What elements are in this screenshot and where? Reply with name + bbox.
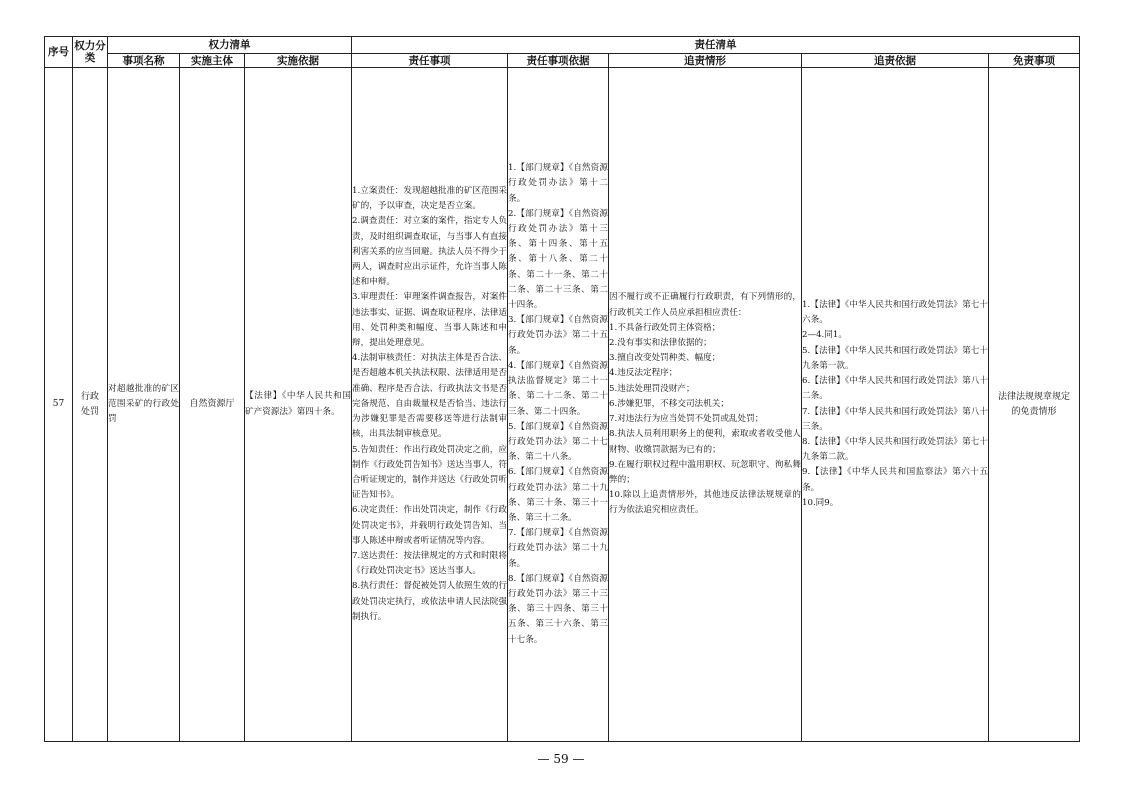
accountability-basis-item: 8.【法律】《中华人民共和国行政处罚法》第七十九条第二款。 — [802, 436, 989, 463]
accountability-item: 5.违法处理罚没财产； — [609, 383, 695, 394]
responsibility-item: 6.决定责任：作出处罚决定，制作《行政处罚决定书》，并载明行政处罚告知、当事人陈述申辩或者听证情况等内容。 — [352, 505, 508, 546]
responsibility-basis-item: 7.【部门规章】《自然资源行政处罚办法》第二十九条。 — [508, 528, 609, 569]
page-number: — 59 — — [537, 752, 585, 766]
responsibility-item: 3.审理责任：审理案件调查报告，对案件违法事实、证据、调查取证程序、法律适用、处罚种类和幅度、当事人陈述和申辩，提出处理意见。 — [352, 292, 508, 349]
header-responsibility: 责任事项 — [352, 54, 508, 68]
accountability-item: 1.不具备行政处罚主体资格； — [609, 322, 721, 333]
responsibility-item: 4.法制审核责任：对执法主体是否合法、是否超越本机关执法权限、法律适用是否准确、程序是否合法、行政执法文书是否完备规范、自由裁量权是否恰当、违法行为涉嫌犯罪是否需要移送等进行法制审核，出具法制审核意见。 — [352, 353, 508, 440]
accountability-basis-item: 9.【法律】《中华人民共和国监察法》第六十五条。 — [802, 467, 989, 493]
accountability-item: 7.对违法行为应当处罚不处罚或乱处罚； — [609, 414, 764, 425]
cell-accountability — [609, 68, 802, 742]
responsibility-item: 1.立案责任：发现超越批准的矿区范围采矿的，予以审查，决定是否立案。 — [352, 186, 508, 212]
accountability-basis-item: 10.同9。 — [802, 497, 839, 508]
accountability-item: 10.除以上追责情形外，其他违反法律法规规章的行为依法追究相应责任。 — [609, 490, 802, 516]
header-basis: 实施依据 — [245, 54, 352, 68]
accountability-item: 4.违反法定程序； — [609, 368, 678, 379]
accountability-item: 2.没有事实和法律依据的； — [609, 338, 712, 349]
accountability-item: 6.涉嫌犯罪，不移交司法机关； — [609, 398, 729, 409]
responsibility-item: 5.告知责任：作出行政处罚决定之前，应制作《行政处罚告知书》送达当事人，符合听证规定的，制作并送达《行政处罚听证告知书》。 — [352, 444, 508, 501]
accountability-basis-item: 2—4.同1。 — [802, 330, 847, 341]
header-seq: 序号 — [45, 37, 73, 68]
accountability-basis-item: 1.【法律】《中华人民共和国行政处罚法》第七十六条。 — [802, 300, 989, 326]
power-responsibility-table — [44, 36, 1080, 742]
responsibility-item: 8.执行责任：督促被处罚人依照生效的行政处罚决定执行，或依法申请人民法院强制执行。 — [352, 581, 508, 622]
item-name-text: 对超越批准的矿区范围采矿的行政处罚 — [108, 383, 179, 425]
cell-category: 行政处罚 — [73, 68, 108, 742]
accountability-basis-item: 6.【法律】《中华人民共和国行政处罚法》第八十二条。 — [802, 376, 989, 402]
header-item-name: 事项名称 — [108, 54, 180, 68]
header-responsibility-basis: 责任事项依据 — [508, 54, 609, 68]
cell-seq: 57 — [45, 68, 73, 742]
cell-item-name — [108, 68, 180, 742]
header-category: 权力分类 — [73, 37, 108, 68]
header-subject: 实施主体 — [180, 54, 245, 68]
cell-exemption: 法律法规规章规定的免责情形 — [989, 68, 1080, 742]
accountability-intro: 因不履行或不正确履行行政职责，有下列情形的，行政机关工作人员应承担相应责任： — [609, 292, 802, 318]
responsibility-item: 7.送达责任：按法律规定的方式和时限将《行政处罚决定书》送达当事人。 — [352, 550, 508, 577]
accountability-item: 9.在履行职权过程中滥用职权、玩忽职守、徇私舞弊的； — [609, 459, 802, 485]
accountability-item: 8.执法人员利用职务上的便利，索取或者收受他人财物、收缴罚款据为已有的； — [609, 429, 802, 455]
cell-subject: 自然资源厅 — [180, 68, 245, 742]
header-power-list: 权力清单 — [108, 37, 352, 54]
header-accountability: 追责情形 — [609, 54, 802, 68]
header-accountability-basis: 追责依据 — [802, 54, 989, 68]
basis-text: 【法律】《中华人民共和国矿产资源法》第四十条。 — [245, 391, 352, 417]
header-row-2 — [45, 54, 1080, 68]
responsibility-basis-item: 6.【部门规章】《自然资源行政处罚办法》第二十九条、第三十条、第三十一条、第三十二条。 — [508, 467, 609, 523]
table-row — [45, 68, 1080, 742]
header-responsibility-list: 责任清单 — [352, 37, 1080, 54]
responsibility-basis-item: 3.【部门规章】《自然资源行政处罚办法》第二十五条。 — [508, 315, 609, 356]
header-row-1 — [45, 37, 1080, 54]
accountability-basis-item: 7.【法律】《中华人民共和国行政处罚法》第八十三条。 — [802, 406, 989, 432]
responsibility-basis-item: 1.【部门规章】《自然资源行政处罚办法》第十二条。 — [508, 163, 609, 204]
responsibility-item: 2.调查责任：对立案的案件，指定专人负责，及时组织调查取证，与当事人有直接利害关系的应当回避。执法人员不得少于两人，调查时应出示证件，允许当事人陈述和申辩。 — [352, 216, 508, 288]
accountability-basis-item: 5.【法律】《中华人民共和国行政处罚法》第七十九条第一款。 — [802, 345, 989, 371]
cell-responsibility-basis — [508, 68, 609, 742]
cell-responsibility — [352, 68, 508, 742]
responsibility-basis-item: 5.【部门规章】《自然资源行政处罚办法》第二十七条、第二十八条。 — [508, 421, 609, 463]
header-exemption: 免责事项 — [989, 54, 1080, 68]
cell-accountability-basis — [802, 68, 989, 742]
accountability-item: 3.擅自改变处罚种类、幅度； — [609, 353, 721, 364]
responsibility-basis-item: 2.【部门规章】《自然资源行政处罚办法》第十三条、第十四条、第十五条、第十八条、第二十条、第二十一条、第二十二条、第二十三条、第二十四条。 — [508, 208, 609, 311]
responsibility-basis-item: 4.【部门规章】《自然资源执法监督规定》第二十一条、第二十二条、第二十三条、第二十四条。 — [508, 360, 609, 417]
responsibility-basis-item: 8.【部门规章】《自然资源行政处罚办法》第三十三条、第三十四条、第三十五条、第三十六条、第三十七条。 — [508, 573, 609, 645]
cell-basis — [245, 68, 352, 742]
